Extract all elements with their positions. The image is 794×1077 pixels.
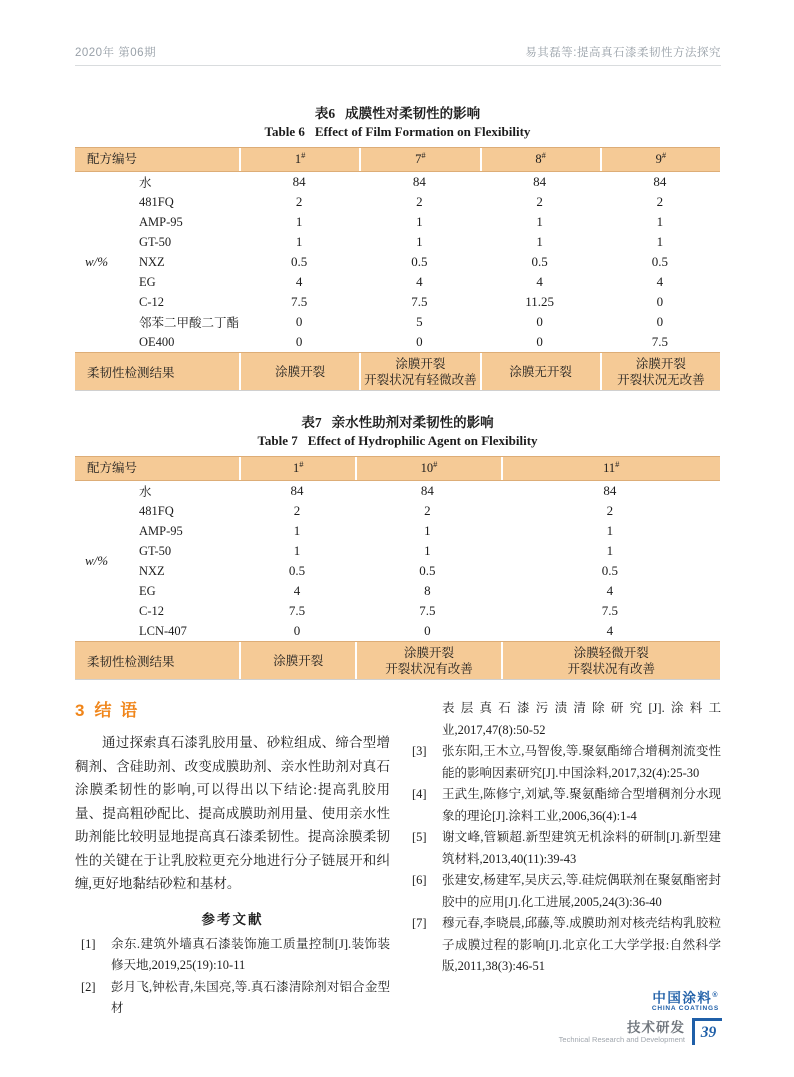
reference-text: 余东.建筑外墙真石漆装饰施工质量控制[J].装饰装修天地,2019,25(19):10-11 bbox=[111, 936, 390, 972]
table6-rows bbox=[139, 172, 720, 352]
table-cell: 1 bbox=[656, 234, 664, 249]
table-row bbox=[139, 192, 720, 212]
reference-item bbox=[406, 913, 721, 978]
table7-block bbox=[75, 414, 720, 680]
table-cell: 2 bbox=[416, 194, 423, 209]
table7-number-cn: 表7 bbox=[301, 415, 322, 430]
references-left bbox=[75, 934, 390, 1020]
footer-section-en: Technical Research and Development bbox=[558, 1035, 685, 1044]
table-cell: 1 bbox=[416, 214, 423, 229]
component-name: GT-50 bbox=[139, 234, 172, 249]
table-cell: 4 bbox=[606, 583, 614, 598]
table-cell: 1 bbox=[295, 214, 303, 229]
running-header bbox=[75, 34, 721, 66]
table7-result-label: 柔韧性检测结果 bbox=[87, 654, 175, 669]
table6-result-label: 柔韧性检测结果 bbox=[87, 365, 175, 380]
table6-col-7: 7# bbox=[359, 148, 479, 171]
table6-header-label: 配方编号 bbox=[87, 152, 138, 166]
table-cell: 0.5 bbox=[291, 254, 308, 269]
table7-rows bbox=[139, 481, 720, 641]
table7-result-11: 涂膜轻微开裂 开裂状况有改善 bbox=[501, 642, 720, 679]
table-row bbox=[139, 272, 720, 292]
table7-body bbox=[75, 481, 720, 641]
table-cell: 1 bbox=[424, 543, 431, 558]
reference-number: [6] bbox=[412, 873, 427, 887]
table-cell: 1 bbox=[656, 214, 664, 229]
table7-title-cn bbox=[75, 414, 720, 432]
table-cell: 2 bbox=[295, 194, 303, 209]
table7-col-11: 11# bbox=[501, 457, 720, 480]
reference-number: [4] bbox=[412, 787, 427, 801]
table-cell: 1 bbox=[606, 523, 614, 538]
table7-result-row bbox=[75, 641, 720, 680]
reference-item bbox=[75, 934, 390, 977]
reference-text: 谢文峰,管颖超.新型建筑无机涂料的研制[J].新型建筑材料,2013,40(11):39-43 bbox=[442, 830, 721, 866]
reference-number: [2] bbox=[81, 979, 96, 994]
component-name: GT-50 bbox=[139, 543, 172, 558]
reference-text: 张建安,杨建军,吴庆云,等.硅烷偶联剂在聚氨酯密封胶中的应用[J].化工进展,2005,24(3):36-40 bbox=[442, 873, 721, 909]
registered-mark: ® bbox=[712, 991, 719, 999]
table-cell: 84 bbox=[412, 174, 426, 189]
table-cell: 2 bbox=[424, 503, 431, 518]
table-cell: 1 bbox=[424, 523, 431, 538]
table7-col-10: 10# bbox=[355, 457, 500, 480]
component-name: LCN-407 bbox=[139, 623, 187, 638]
table-cell: 84 bbox=[420, 483, 434, 498]
table-cell: 7.5 bbox=[419, 603, 436, 618]
table-row bbox=[139, 521, 720, 541]
table-cell: 84 bbox=[290, 483, 304, 498]
table6-result-8: 涂膜无开裂 bbox=[480, 353, 600, 390]
right-column bbox=[406, 694, 721, 1020]
table-cell: 1 bbox=[295, 234, 303, 249]
table6-col-9: 9# bbox=[600, 148, 720, 171]
component-name: 邻苯二甲酸二丁酯 bbox=[139, 316, 240, 330]
footer-section-cn: 技术研发 bbox=[627, 1020, 685, 1035]
hash-mark: # bbox=[433, 458, 438, 469]
table6-rowgroup bbox=[75, 172, 139, 352]
hash-mark: # bbox=[661, 149, 667, 160]
component-name: 481FQ bbox=[139, 194, 174, 209]
table6 bbox=[75, 147, 720, 391]
table-cell: 0 bbox=[295, 314, 303, 329]
table7-caption-en: Effect of Hydrophilic Agent on Flexibility bbox=[307, 433, 538, 448]
table7-title-en bbox=[75, 432, 720, 450]
component-name: 水 bbox=[139, 485, 152, 499]
table-cell: 0.5 bbox=[601, 563, 619, 578]
page-footer bbox=[559, 1018, 722, 1045]
component-name: AMP-95 bbox=[139, 214, 183, 229]
table-cell: 7.5 bbox=[288, 603, 306, 618]
table-row bbox=[139, 621, 720, 641]
table6-caption-en: Effect of Film Formation on Flexibility bbox=[314, 124, 531, 139]
table-cell: 0 bbox=[536, 314, 543, 329]
hash-mark: # bbox=[421, 149, 426, 160]
table-cell: 0.5 bbox=[651, 254, 668, 269]
issue-label: 2020年 第06期 bbox=[75, 47, 157, 59]
table-row bbox=[139, 541, 720, 561]
table-row bbox=[139, 581, 720, 601]
table-row bbox=[139, 332, 720, 352]
table-cell: 0.5 bbox=[288, 563, 306, 578]
table-row bbox=[139, 501, 720, 521]
table-row bbox=[139, 561, 720, 581]
table-cell: 0 bbox=[536, 334, 543, 349]
table6-block bbox=[75, 105, 720, 391]
table-row bbox=[139, 601, 720, 621]
logo-en-text: CHINA COATINGS bbox=[651, 1005, 719, 1012]
table6-body bbox=[75, 172, 720, 352]
table7-result-10: 涂膜开裂 开裂状况有改善 bbox=[355, 642, 500, 679]
page-number-box bbox=[692, 1018, 722, 1045]
table-row bbox=[139, 292, 720, 312]
table6-caption-cn: 成膜性对柔韧性的影响 bbox=[345, 106, 481, 121]
component-name: 481FQ bbox=[139, 503, 174, 518]
table6-result-7: 涂膜开裂 开裂状况有轻微改善 bbox=[359, 353, 479, 390]
table-row bbox=[139, 232, 720, 252]
table-cell: 0 bbox=[424, 623, 431, 638]
table6-result-1: 涂膜开裂 bbox=[239, 353, 359, 390]
table-cell: 4 bbox=[656, 274, 664, 289]
component-name: EG bbox=[139, 274, 156, 289]
reference-text: 彭月飞,钟松青,朱国亮,等.真石漆清除剂对铝合金型材 bbox=[111, 979, 390, 1015]
reference-item bbox=[406, 827, 721, 870]
hash-mark: # bbox=[541, 149, 546, 160]
table6-col-1: 1# bbox=[239, 148, 359, 171]
table-cell: 1 bbox=[416, 234, 423, 249]
table-cell: 84 bbox=[292, 174, 306, 189]
component-name: AMP-95 bbox=[139, 523, 183, 538]
logo-cn-text: 中国涂料® bbox=[652, 990, 719, 1005]
table-cell: 7.5 bbox=[411, 294, 428, 309]
section-number: 3 bbox=[75, 701, 85, 720]
table-cell: 2 bbox=[536, 194, 543, 209]
table6-col-8: 8# bbox=[480, 148, 600, 171]
table-cell: 84 bbox=[603, 483, 617, 498]
page-number: 39 bbox=[700, 1024, 717, 1041]
table7-rowgroup bbox=[75, 481, 139, 641]
table-cell: 0.5 bbox=[531, 254, 548, 269]
hash-mark: # bbox=[301, 149, 306, 160]
component-name: C-12 bbox=[139, 603, 164, 618]
table-cell: 4 bbox=[416, 274, 423, 289]
table-row bbox=[139, 481, 720, 501]
table7-rowgroup-label: w/% bbox=[85, 553, 109, 568]
table-cell: 1 bbox=[606, 543, 614, 558]
table7-result-1: 涂膜开裂 bbox=[239, 642, 355, 679]
conclusion-paragraph: 通过探索真石漆乳胶用量、砂粒组成、缔合型增稠剂、含硅助剂、改变成膜助剂、亲水性助剂对真石涂膜柔韧性的影响,可以得出以下结论:提高乳胶用量、提高粗砂配比、提高成膜助剂用量、使用亲水性助剂能比较明显地提高真石漆柔韧性。提高涂膜柔韧性的关键在于让乳胶粒更充分地进行分子链展开和纠缠,更好地黏结砂粒和基材。 bbox=[75, 735, 390, 891]
table6-title-en bbox=[75, 123, 720, 141]
table-cell: 2 bbox=[606, 503, 614, 518]
table-cell: 7.5 bbox=[291, 294, 308, 309]
table6-result-row bbox=[75, 352, 720, 391]
table-cell: 0.5 bbox=[419, 563, 436, 578]
table-row bbox=[139, 172, 720, 192]
component-name: C-12 bbox=[139, 294, 164, 309]
table-cell: 8 bbox=[424, 583, 431, 598]
references-heading: 参考文献 bbox=[201, 911, 264, 927]
left-column bbox=[75, 694, 390, 1020]
reference-item bbox=[406, 741, 721, 784]
table6-title-cn bbox=[75, 105, 720, 123]
component-name: OE400 bbox=[139, 334, 175, 349]
table-cell: 0 bbox=[416, 334, 423, 349]
table7 bbox=[75, 456, 720, 680]
table-cell: 0 bbox=[293, 623, 301, 638]
section-heading bbox=[75, 696, 390, 721]
table-cell: 1 bbox=[293, 543, 301, 558]
table-cell: 4 bbox=[293, 583, 301, 598]
component-name: NXZ bbox=[139, 254, 165, 269]
table-row bbox=[139, 312, 720, 332]
table6-number-en: Table 6 bbox=[264, 124, 305, 139]
table-cell: 1 bbox=[293, 523, 301, 538]
reference-item bbox=[406, 784, 721, 827]
bottom-columns bbox=[75, 694, 721, 1020]
table-cell: 4 bbox=[606, 623, 614, 638]
hash-mark: # bbox=[615, 458, 620, 469]
table-cell: 0 bbox=[295, 334, 303, 349]
component-name: EG bbox=[139, 583, 156, 598]
table-row bbox=[139, 212, 720, 232]
table-cell: 0.5 bbox=[411, 254, 428, 269]
reference-number: [3] bbox=[412, 744, 427, 758]
references-right bbox=[406, 698, 721, 978]
reference-item bbox=[406, 870, 721, 913]
table7-number-en: Table 7 bbox=[257, 433, 298, 448]
table-cell: 7.5 bbox=[651, 334, 668, 349]
table-cell: 11.25 bbox=[525, 294, 555, 309]
running-title: 易其磊等:提高真石漆柔韧性方法探究 bbox=[525, 47, 721, 59]
table7-col-1: 1# bbox=[239, 457, 355, 480]
component-name: NXZ bbox=[139, 563, 165, 578]
table6-number-cn: 表6 bbox=[314, 106, 336, 121]
table7-caption-cn: 亲水性助剂对柔韧性的影响 bbox=[331, 415, 494, 430]
reference-number: [5] bbox=[412, 830, 427, 844]
reference-number: [7] bbox=[412, 916, 427, 930]
reference-number: [1] bbox=[81, 936, 96, 951]
footer-section-label bbox=[559, 1018, 685, 1045]
table-cell: 2 bbox=[293, 503, 301, 518]
table-cell: 1 bbox=[536, 234, 543, 249]
reference-continuation bbox=[406, 698, 721, 741]
component-name: 水 bbox=[139, 176, 152, 190]
table7-header-row bbox=[75, 456, 720, 481]
reference-text: 穆元春,李晓晨,邱藤,等.成膜助剂对核壳结构乳胶粒子成膜过程的影响[J].北京化工大学学报:自然科学版,2011,38(3):46-51 bbox=[442, 916, 721, 973]
table-cell: 7.5 bbox=[601, 603, 619, 618]
hash-mark: # bbox=[299, 458, 304, 469]
table6-result-9: 涂膜开裂 开裂状况无改善 bbox=[600, 353, 720, 390]
table-cell: 0 bbox=[656, 294, 664, 309]
table-cell: 84 bbox=[653, 174, 667, 189]
table-cell: 0 bbox=[656, 314, 664, 329]
table-cell: 4 bbox=[295, 274, 303, 289]
china-coatings-logo bbox=[406, 988, 721, 1014]
table-cell: 84 bbox=[533, 174, 547, 189]
reference-text: 张东阳,王木立,马智俊,等.聚氨酯缔合增稠剂流变性能的影响因素研究[J].中国涂料,2017,32(4):25-30 bbox=[442, 744, 721, 780]
section-title: 结 语 bbox=[94, 701, 140, 720]
table-cell: 4 bbox=[536, 274, 543, 289]
table-cell: 5 bbox=[416, 314, 423, 329]
reference-text: 王武生,陈修宁,刘斌,等.聚氨酯缔合型增稠剂分水现象的理论[J].涂料工业,2006,36(4):1-4 bbox=[442, 787, 721, 823]
table-cell: 2 bbox=[656, 194, 664, 209]
table-row bbox=[139, 252, 720, 272]
table7-header-label: 配方编号 bbox=[87, 461, 138, 475]
table6-header-row bbox=[75, 147, 720, 172]
reference-text: 表层真石漆污渍清除研究[J].涂料工业,2017,47(8):50-52 bbox=[442, 701, 721, 737]
reference-item bbox=[75, 977, 390, 1020]
table6-rowgroup-label: w/% bbox=[85, 254, 109, 269]
table-cell: 1 bbox=[536, 214, 543, 229]
